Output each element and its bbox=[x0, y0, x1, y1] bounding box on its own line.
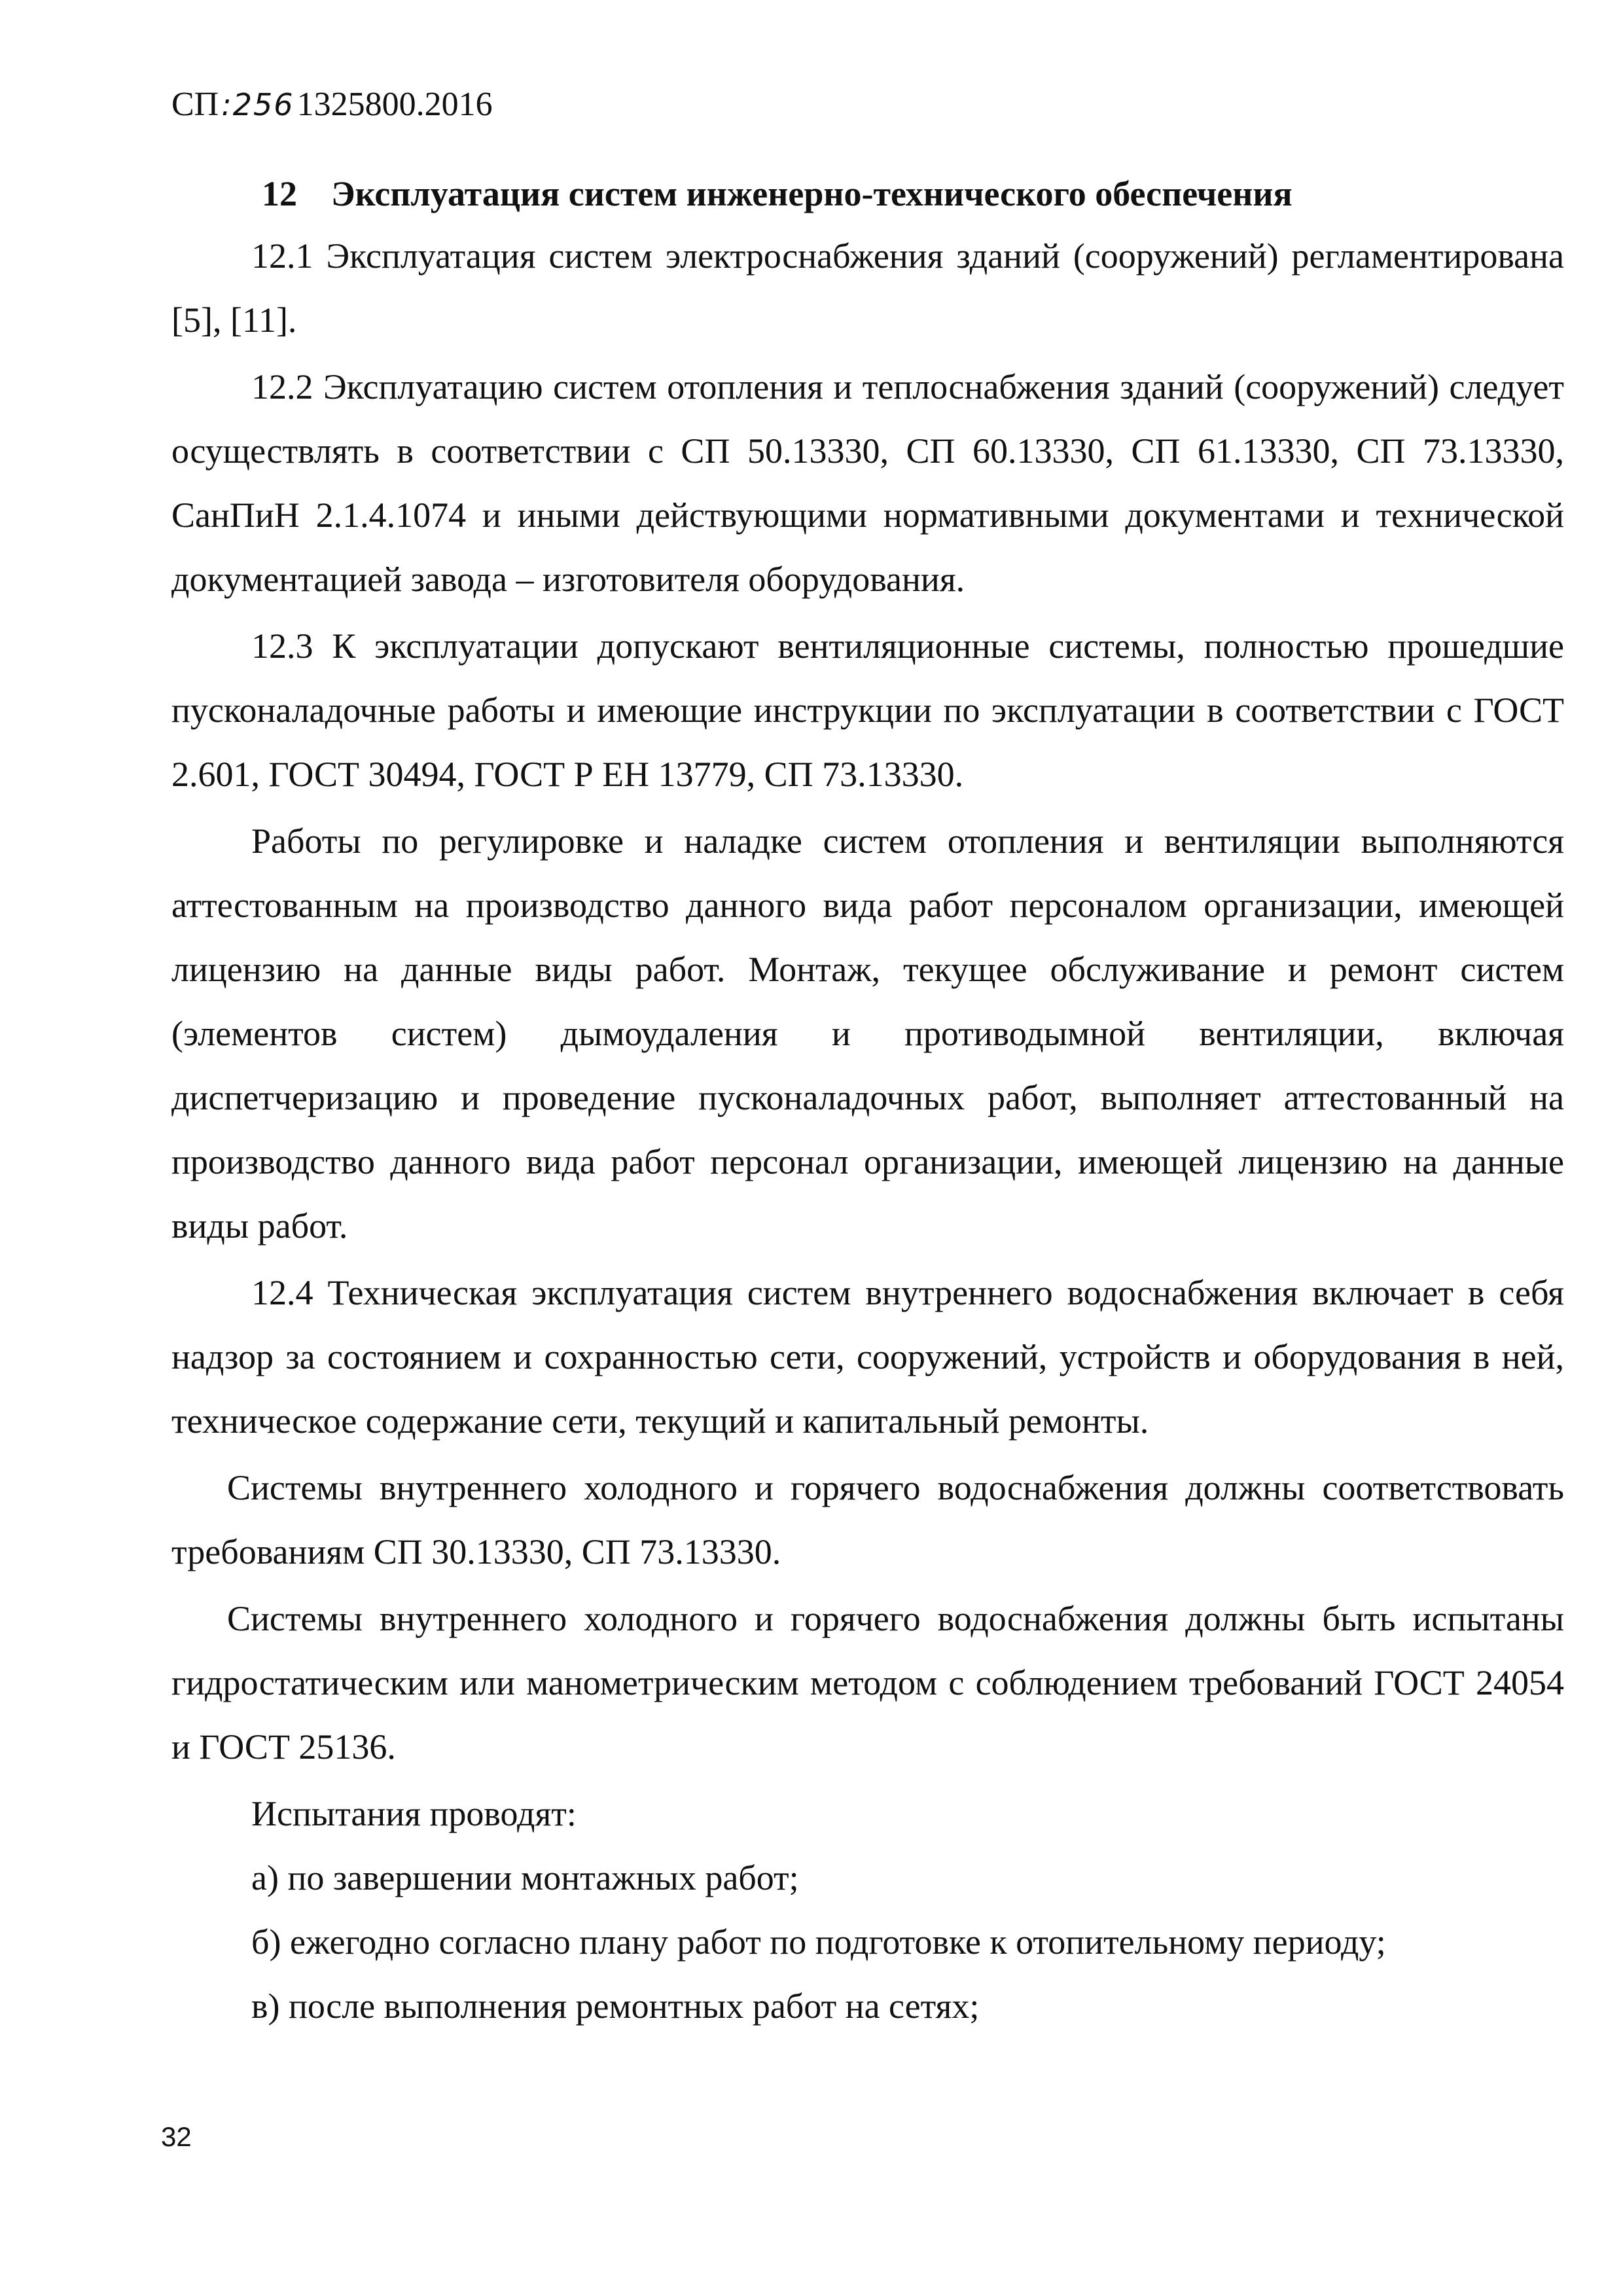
paragraph-12-1: 12.1 Эксплуатация систем электроснабжения зданий (сооружений) регламентирована [5], [11]. bbox=[171, 236, 1564, 340]
list-item: в) после выполнения ремонтных работ на сетях; bbox=[251, 1986, 980, 2026]
list-item: а) по завершении монтажных работ; bbox=[251, 1858, 799, 1897]
section-number: 12 bbox=[262, 174, 297, 213]
list-item: б) ежегодно согласно плану работ по подготовке к отопительному периоду; bbox=[251, 1922, 1386, 1962]
paragraph-water-testing: Системы внутреннего холодного и горячего водоснабжения должны быть испытаны гидростатическим или манометрическим методом с соблюдением требований ГОСТ 24054 и ГОСТ 25136. bbox=[171, 1599, 1564, 1767]
page-number: 32 bbox=[161, 2121, 192, 2152]
paragraph-12-3: 12.3 К эксплуатации допускают вентиляционные системы, полностью прошедшие пусконаладочные работы и имеющие инструкции по эксплуатации в соответствии с ГОСТ 2.601, ГОСТ 30494, ГОСТ Р ЕН 13779, СП 73.13330. bbox=[171, 626, 1564, 794]
paragraph-adjustment-works: Работы по регулировке и наладке систем отопления и вентиляции выполняются аттестованным на производство данного вида работ персоналом организации, имеющей лицензию на данные виды работ. Монтаж, текущее обслуживание и ремонт систем (элементов систем) дымоудаления и противодымной вентиляции, включая диспетчеризацию и проведение пусконаладочных работ, выполняет аттестованный на производство данного вида работ персонал организации, имеющей лицензию на данные виды работ. bbox=[171, 821, 1564, 1246]
document-header bbox=[171, 84, 493, 126]
paragraph-12-4: 12.4 Техническая эксплуатация систем внутреннего водоснабжения включает в себя надзор за состоянием и сохранностью сети, сооружений, устройств и оборудования в ней, техническое содержание сети, текущий и капитальный ремонты. bbox=[171, 1273, 1564, 1441]
document-body bbox=[171, 164, 1564, 2038]
paragraph-12-2: 12.2 Эксплуатацию систем отопления и теплоснабжения зданий (сооружений) следует осуществлять в соответствии с СП 50.13330, СП 60.13330, СП 61.13330, СП 73.13330, СанПиН 2.1.4.1074 и иными действующими нормативными документами и технической документацией завода – изготовителя оборудования. bbox=[171, 367, 1564, 599]
paragraph-water-requirements: Системы внутреннего холодного и горячего водоснабжения должны соответствовать требованиям СП 30.13330, СП 73.13330. bbox=[171, 1468, 1564, 1571]
header-code: 1325800.2016 bbox=[296, 86, 493, 123]
paragraph-tests-intro: Испытания проводят: bbox=[251, 1794, 577, 1833]
section-heading bbox=[262, 164, 1564, 224]
handwritten-number: :256 bbox=[221, 87, 294, 122]
section-title: Эксплуатация систем инженерно-технического обеспечения bbox=[331, 174, 1293, 213]
header-prefix: СП bbox=[171, 86, 219, 123]
